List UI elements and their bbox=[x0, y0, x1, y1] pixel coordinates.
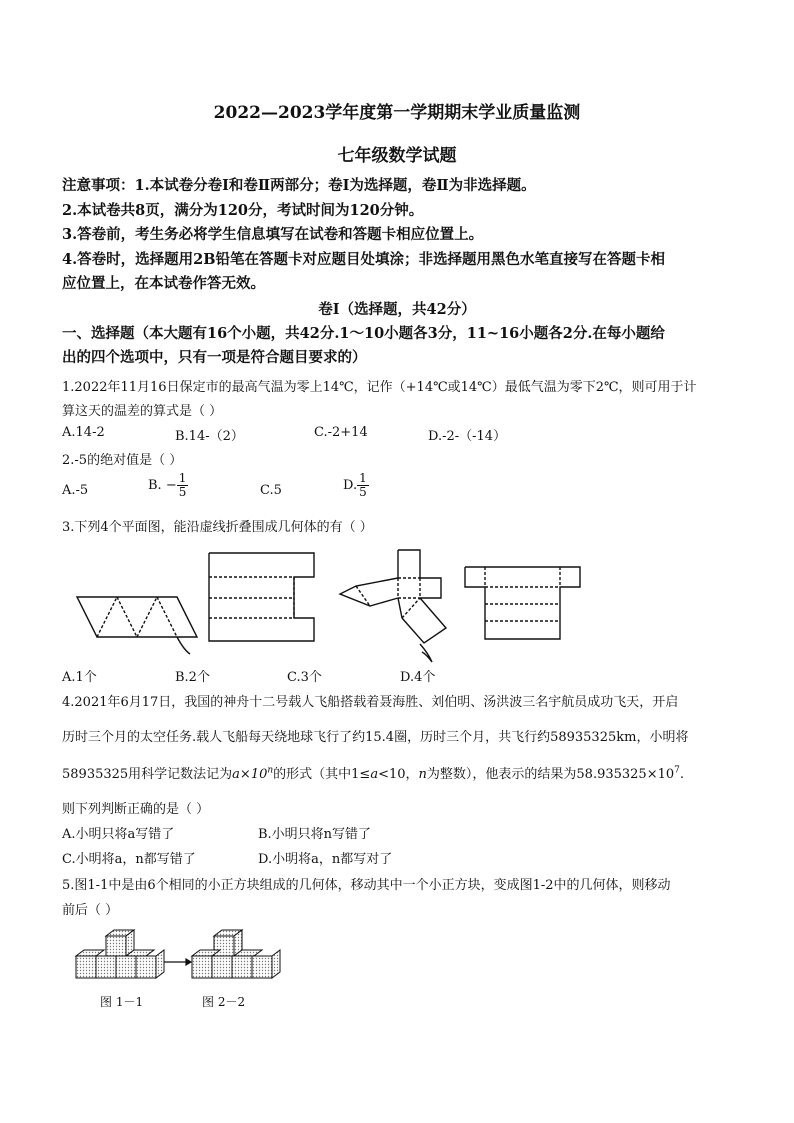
notice-line-1: 注意事项：1.本试卷分卷Ⅰ和卷Ⅱ两部分；卷Ⅰ为选择题，卷Ⅱ为非选择题。 bbox=[62, 177, 536, 194]
q1-option-b: B.14-（2） bbox=[175, 429, 244, 444]
q3-option-d: D.4个 bbox=[400, 670, 436, 685]
q4-stem-line-1: 4.2021年6月17日，我国的神舟十二号载人飞船搭载着聂海胜、刘伯明、汤洪波三名宇航员成功飞天，开启 bbox=[62, 695, 679, 710]
q1-stem-line-2: 算这天的温差的算式是（ ） bbox=[62, 404, 223, 419]
q4-option-d: D.小明将a，n都写对了 bbox=[258, 852, 393, 867]
notice-line-3: 3.答卷前，考生务必将学生信息填写在试卷和答题卡相应位置上。 bbox=[62, 226, 484, 243]
notice-line-4: 4.答卷时，选择题用2B铅笔在答题卡对应题目处填涂；非选择题用黑色水笔直接写在答题卡相 bbox=[62, 251, 665, 268]
notice-line-2: 2.本试卷共8页，满分为120分，考试时间为120分钟。 bbox=[62, 202, 424, 219]
q3-net-figure-1 bbox=[72, 592, 202, 657]
q5-figure-1-label: 图 1－1 bbox=[100, 995, 144, 1009]
section-title: 卷Ⅰ（选择题，共42分） bbox=[318, 301, 476, 318]
q4-stem-line-2: 历时三个月的太空任务.载人飞船每天绕地球飞行了约15.4圈，历时三个月，共飞行约58935325km，小明将 bbox=[62, 730, 689, 745]
q2-option-a: A.-5 bbox=[62, 483, 89, 498]
q4-option-a: A.小明只将a写错了 bbox=[62, 827, 175, 842]
q5-figure-2-label: 图 2－2 bbox=[202, 995, 246, 1009]
q1-option-d: D.-2-（-14） bbox=[428, 429, 507, 444]
q2-stem: 2.-5的绝对值是（ ） bbox=[62, 453, 183, 468]
q5-stem-line-1: 5.图1-1中是由6个相同的小正方块组成的几何体，移动其中一个小正方块，变成图1-2中的几何体，则移动 bbox=[62, 878, 671, 893]
q4-stem-line-3: 58935325用科学记数法记为$a\times 10^n$的形式（其中1≤a<10，n为整数），他表示的结果为$58.935325\times 10^7$. bbox=[62, 765, 685, 782]
q3-net-figure-4 bbox=[462, 564, 584, 642]
q5-cube-figures bbox=[72, 932, 282, 992]
q3-net-figure-3 bbox=[336, 548, 451, 666]
q2-option-c: C.5 bbox=[260, 483, 282, 498]
section-instructions-1: 一、选择题（本大题有16个小题，共42分.1～10小题各3分，11~16小题各2分.在每小题给 bbox=[62, 325, 665, 342]
q1-option-c: C.-2+14 bbox=[314, 425, 368, 440]
q3-option-c: C.3个 bbox=[287, 670, 322, 685]
q3-net-figure-2 bbox=[206, 550, 318, 645]
q3-option-a: A.1个 bbox=[62, 670, 97, 685]
q3-option-b: B.2个 bbox=[175, 670, 210, 685]
notice-line-5: 应位置上，在本试卷作答无效。 bbox=[62, 275, 265, 292]
exam-subtitle: 七年级数学试题 bbox=[337, 146, 457, 166]
q2-option-b: B. − $\frac{1}{5}$ bbox=[148, 471, 187, 499]
q2-option-d: D. $\frac{1}{5}$ bbox=[343, 471, 367, 499]
q4-stem-line-4: 则下列判断正确的是（ ） bbox=[62, 802, 210, 817]
section-instructions-2: 出的四个选项中，只有一项是符合题目要求的） bbox=[62, 349, 367, 366]
q4-option-b: B.小明只将n写错了 bbox=[258, 827, 372, 842]
q1-stem-line-1: 1.2022年11月16日保定市的最高气温为零上14℃，记作（+14℃或14℃）最低气温为零下2℃，则可用于计 bbox=[62, 380, 697, 395]
q1-option-a: A.14-2 bbox=[62, 425, 105, 440]
q5-stem-line-2: 前后（ ） bbox=[62, 903, 119, 918]
q3-stem: 3.下列4个平面图，能沿虚线折叠围成几何体的有（ ） bbox=[62, 520, 373, 535]
q4-option-c: C.小明将a，n都写错了 bbox=[62, 852, 196, 867]
exam-title: 2022—2023学年度第一学期期末学业质量监测 bbox=[213, 103, 581, 123]
